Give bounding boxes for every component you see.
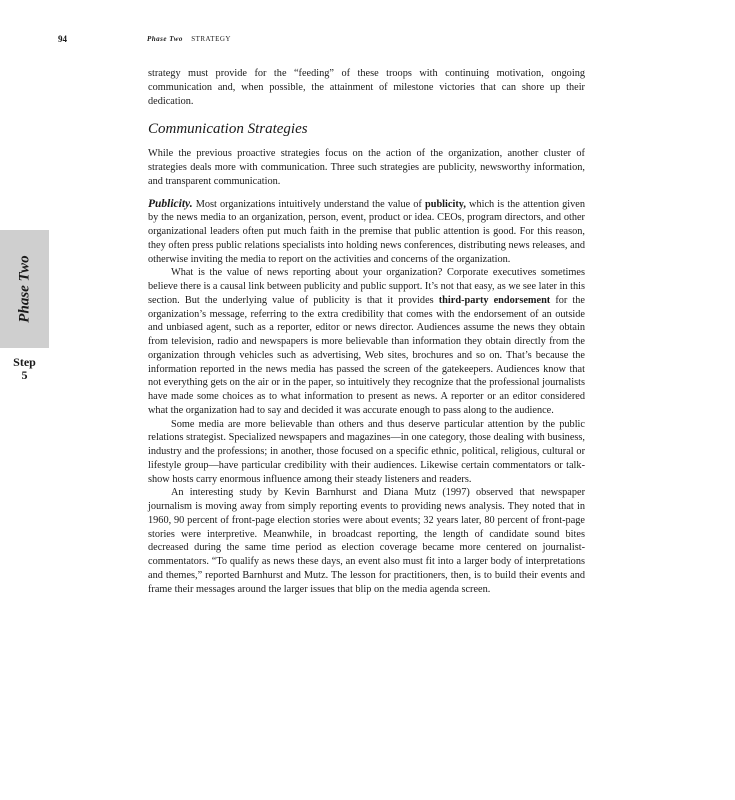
section-heading: Communication Strategies bbox=[148, 121, 308, 138]
media-credibility-paragraph: Some media are more believable than others and thus deserve particular attention by the public relations strategist. Specialized newspapers and magazines—in one category, those dealing with business, industry and the professions; in another, those focused on a specific ethnic, political, religious, cultural or lifestyle group—have particular credibility with their audiences. Likewise certain commentators or talk-show hosts carry enormous influence among their steady listeners and readers. bbox=[148, 418, 585, 485]
phase-side-tab bbox=[0, 230, 49, 348]
publicity-term: publicity, bbox=[424, 198, 466, 210]
lead-paragraph: While the previous proactive strategies focus on the action of the organization, another cluster of strategies deals more with communication. Three such strategies are publicity, newsworthy information, and transparent communication. bbox=[148, 148, 585, 187]
endorsement-text-a: What is the value of news reporting about your organization? Corporate executives sometimes believe there is a causal link between publicity and public support. It’s not that easy, as we see later in this section. But the underlying value of publicity is that it provides bbox=[148, 267, 585, 306]
step-number: 5 bbox=[21, 368, 28, 382]
publicity-runin-heading: Publicity. bbox=[148, 197, 193, 210]
intro-paragraph: strategy must provide for the “feeding” of these troops with continuing motivation, ongoing communication and, when possible, the attainment of milestone victories that can shore up their dedication. bbox=[148, 68, 585, 107]
step-label bbox=[0, 356, 49, 382]
page-number: 94 bbox=[58, 34, 67, 44]
running-head-section: STRATEGY bbox=[191, 35, 231, 43]
running-head-phase: Phase Two bbox=[147, 35, 183, 43]
side-tab-label: Phase Two bbox=[16, 255, 32, 323]
page-body bbox=[148, 67, 585, 596]
step-word: Step bbox=[13, 355, 36, 369]
publicity-paragraph bbox=[148, 198, 585, 267]
publicity-text-b: which is the attention given by the news media to an organization, person, event, product or idea. CEOs, program directors, and other organizational leaders often put much faith in the premise that public attention is good. For this reason, they often press public relations specialists into holding news conferences, distributing news releases, and otherwise inviting the media to report on the activities and concerns of the organization. bbox=[148, 198, 586, 265]
endorsement-paragraph bbox=[148, 266, 585, 417]
running-head bbox=[147, 35, 231, 43]
publicity-text-a: Most organizations intuitively understand the value of bbox=[192, 198, 425, 210]
study-paragraph: An interesting study by Kevin Barnhurst and Diana Mutz (1997) observed that newspaper journalism is moving away from simply reporting events to providing news analysis. They noted that in 1960, 90 percent of front-page election stories were about events; 32 years later, 80 percent of front-page stories were interpretive. Meanwhile, in broadcast reporting, the length of candidate sound bites decreased during the same time period as election coverage became more centered on journalist-commentators. “To qualify as news these days, an event also must fit into a larger body of interpretations and themes,” reported Barnhurst and Mutz. The lesson for practitioners, then, is to build their events and frame their messages around the larger issues that blip on the media agenda screen. bbox=[148, 487, 585, 595]
endorsement-term: third-party endorsement bbox=[438, 294, 551, 306]
endorsement-text-b: for the organization’s message, referring to the extra credibility that comes with the endorsement of an outside and unbiased agent, such as a reporter, editor or news director. Audiences assume the news they obtain from television, radio and newspapers is more believable than information they obtain directly from the organization through vehicles such as advertising, Web sites, brochures and so on. That’s because the information reported in the news media has passed the screen of the gatekeepers. Audiences know that not everything gets on the air or in the paper, so intuitively they recognize that the professional journalists have made some choices as to what information to present as news. A reporter or an editor considered what the organization had to say and decided it was accurate enough to pass along to the audience. bbox=[148, 294, 585, 416]
